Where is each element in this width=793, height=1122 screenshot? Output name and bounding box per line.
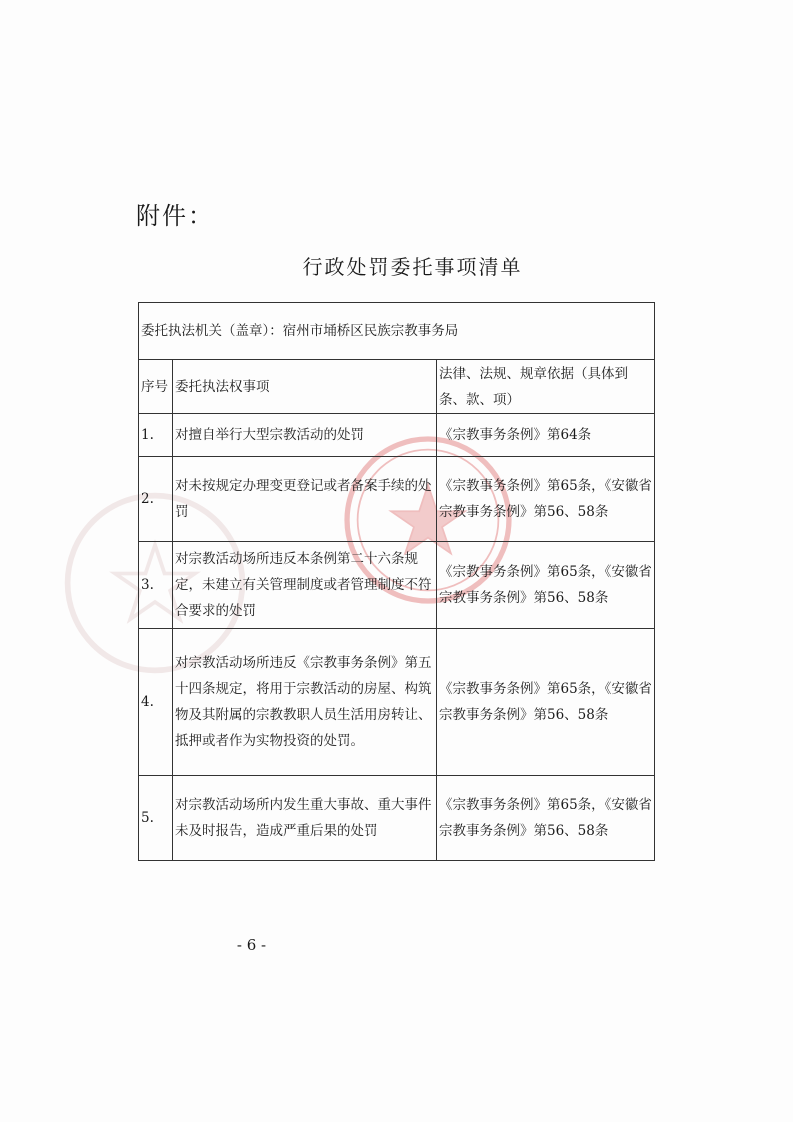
table-row <box>139 629 655 776</box>
delegation-items-table <box>138 302 655 861</box>
table-header-row <box>139 360 655 414</box>
header-no: 序号 <box>139 360 173 414</box>
table-row <box>139 457 655 542</box>
page-number: - 6 - <box>236 936 267 954</box>
row-basis: 《宗教事务条例》第65条，《安徽省宗教事务条例》第56、58条 <box>437 457 655 542</box>
table-row <box>139 776 655 861</box>
row-basis: 《宗教事务条例》第65条，《安徽省宗教事务条例》第56、58条 <box>437 629 655 776</box>
document-title: 行政处罚委托事项清单 <box>302 255 523 279</box>
row-matter: 对宗教活动场所违反本条例第二十六条规定，未建立有关管理制度或者管理制度不符合要求的处罚 <box>173 542 437 629</box>
row-matter: 对擅自举行大型宗教活动的处罚 <box>173 414 437 457</box>
row-basis: 《宗教事务条例》第64条 <box>437 414 655 457</box>
row-no: 3. <box>139 542 173 629</box>
header-matter: 委托执法权事项 <box>173 360 437 414</box>
row-no: 2. <box>139 457 173 542</box>
row-basis: 《宗教事务条例》第65条，《安徽省宗教事务条例》第56、58条 <box>437 776 655 861</box>
row-no: 5. <box>139 776 173 861</box>
row-matter: 对宗教活动场所违反《宗教事务条例》第五十四条规定，将用于宗教活动的房屋、构筑物及其附属的宗教教职人员生活用房转让、抵押或者作为实物投资的处罚。 <box>173 629 437 776</box>
agency-cell: 委托执法机关（盖章）：宿州市埇桥区民族宗教事务局 <box>139 303 655 360</box>
row-matter: 对未按规定办理变更登记或者备案手续的处罚 <box>173 457 437 542</box>
agency-row <box>139 303 655 360</box>
attachment-label: 附件： <box>136 202 214 230</box>
table-row <box>139 414 655 457</box>
header-basis: 法律、法规、规章依据（具体到条、款、项） <box>437 360 655 414</box>
row-matter: 对宗教活动场所内发生重大事故、重大事件未及时报告，造成严重后果的处罚 <box>173 776 437 861</box>
row-basis: 《宗教事务条例》第65条，《安徽省宗教事务条例》第56、58条 <box>437 542 655 629</box>
table-row <box>139 542 655 629</box>
row-no: 4. <box>139 629 173 776</box>
row-no: 1. <box>139 414 173 457</box>
